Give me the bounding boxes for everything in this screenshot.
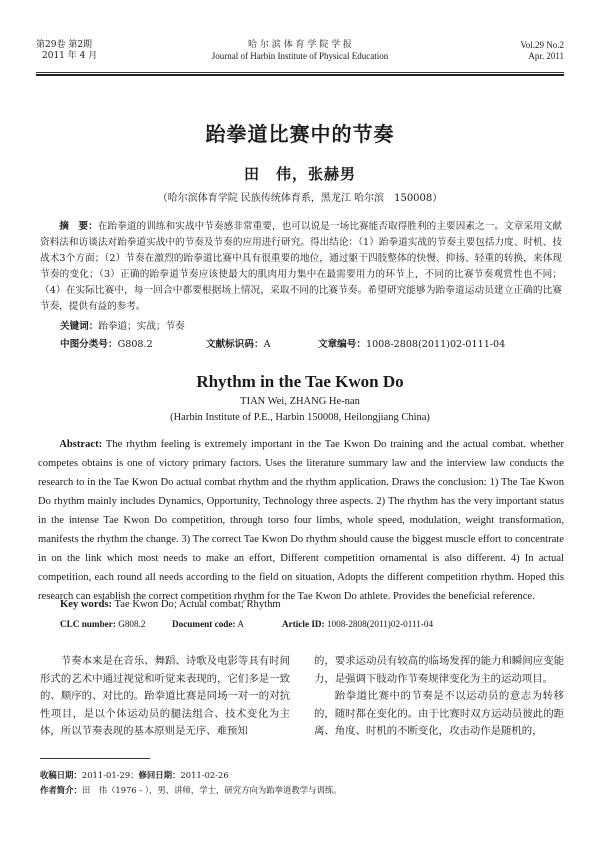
- keywords-label-en: Key words:: [60, 599, 113, 610]
- header-volume-issue-cn: 第29卷 第2期: [36, 40, 93, 50]
- clc-label-en: CLC number:: [60, 619, 116, 629]
- received-date: 2011-01-29；: [81, 770, 139, 780]
- header-volume-en: [520, 40, 564, 62]
- running-header: [36, 40, 564, 72]
- clc-en: [60, 619, 146, 629]
- body-paragraph: 的，要求运动员有较高的临场发挥的能力和瞬间应变能力，是强调下肢动作节奏规律变化为主的运动项目。: [314, 655, 564, 685]
- revised-label: 修回日期：: [138, 770, 181, 780]
- authors-cn: 田 伟，张赫男: [243, 165, 356, 183]
- abstract-text-en: The rhythm feeling is extremely important in the Tae Kwon Do training and the actual combat. whether competes obtains is one of victory primary factors. Uses the literature summary law and the interview law conducts the research to in the Tae Kwon Do actual combat rhythm and the rhythm application. Draws the conclusion: 1) The Tae Kwon Do rhythm mainly includes Dynamics, Opportunity, Technology three aspects. 2) The rhythm has the very important status in the intense Tae Kwon Do competition, through torso four limbs, whole speed, modulation, weight transformation, manifests the rhythm the change. 3) The correct Tae Kwon Do rhythm should cause the biggest muscle effort to concentrate in on the link which most needs to make an effort, Different competition ornamental is also different. 4) In actual competition, each round all needs according to the field on situation, Adopts the different competition rhythm. Hoped this research can establish the correct competition rhythm for the Tae Kwon Do athlete. Provides the beneficial reference.: [38, 439, 564, 602]
- header-date-en: Apr. 2011: [528, 51, 564, 61]
- clc-cn: [60, 336, 153, 350]
- footnote-rule: [40, 758, 150, 759]
- doc-code-cn: [206, 336, 271, 350]
- clc-value-cn: G808.2: [117, 339, 153, 350]
- article-id-label-en: Article ID:: [282, 619, 325, 629]
- body-column-left: 节奏本来是在音乐、舞蹈、诗歌及电影等具有时间形式的艺术中通过视觉和听觉来表现的，它们多是一致的、顺序的、对比的。跆拳道比赛是同场一对一的对抗性项目，是以个体运动员的腿法组合、技术变化为主体，所以节奏表现的基本原则是无序、难预知: [40, 655, 290, 738]
- abstract-label-en: Abstract:: [59, 439, 103, 450]
- header-volume-issue-en: Vol.29 No.2: [520, 40, 564, 50]
- paper-title-cn: 跆拳道比赛中的节奏: [205, 122, 395, 146]
- keywords-text-en: Tae Kwon Do; Actual combat; Rhythm: [112, 599, 281, 610]
- received-label: 收稿日期：: [40, 770, 82, 780]
- header-rule-thin: [36, 72, 564, 73]
- clc-value-en: G808.2: [115, 619, 146, 629]
- paper-title-en: Rhythm in the Tae Kwon Do: [196, 372, 404, 391]
- abstract-cn: [40, 219, 562, 315]
- abstract-text-cn: 在跆拳道的训练和实战中节奏感非常重要，也可以说是一场比赛能否取得胜利的主要因素之一。文章采用文献资料法和访谈法对跆拳道实战中的节奏及节奏的应用进行研究。得出结论：（1）跆拳道实战的节奏主要包括力度、时机、技战术3个方面；（2）节奏在激烈的跆拳道比赛中具有很重要的地位，通过躯干四肢整体的快慢、抑扬、轻重的转换，来体现节奏的变化；（3）正确的跆拳道节奏应该使最大的肌肉用力集中在最需要用力的环节上，不同的比赛节奏观赏性也不同；（4）在实际比赛中，每一回合中都要根据场上情况，采取不同的比赛节奏。希望研究能够为跆拳道运动员建立正确的比赛节奏，提供有益的参考。: [40, 221, 563, 312]
- keywords-label-cn: 关键词：: [60, 321, 99, 332]
- article-id-value-cn: 1008-2808(2011)02-0111-04: [365, 339, 506, 350]
- affiliation-en: (Harbin Institute of P.E., Harbin 150008, Heilongjiang China): [170, 412, 430, 423]
- article-id-value-en: 1008-2808(2011)02-0111-04: [324, 619, 434, 629]
- author-bio-label: 作者简介：: [40, 785, 82, 795]
- keywords-text-cn: 跆拳道；实战；节奏: [98, 321, 185, 332]
- doc-code-en: [172, 619, 244, 629]
- footnote-author-bio: [40, 784, 342, 796]
- header-date-cn: 2011 年 4 月: [42, 51, 98, 61]
- author-bio-text: 田 伟（1976 - ），男，讲师，学士，研究方向为跆拳道教学与训练。: [81, 785, 342, 795]
- keywords-en: [60, 599, 281, 610]
- abstract-label-cn: 摘 要：: [59, 221, 98, 232]
- journal-name-cn: 哈 尔 滨 体 育 学 院 学 报: [248, 40, 352, 50]
- doc-code-label-cn: 文献标识码：: [206, 339, 264, 350]
- doc-code-value-en: A: [235, 619, 244, 629]
- clc-label-cn: 中图分类号：: [60, 339, 118, 350]
- journal-name-en: Journal of Harbin Institute of Physical Education: [211, 51, 389, 61]
- header-journal: [36, 40, 564, 62]
- affiliation-cn: （哈尔滨体育学院 民族传统体育系，黑龙江 哈尔滨 150008）: [157, 193, 443, 204]
- footnote-dates: [40, 769, 229, 781]
- article-id-label-cn: 文章编号：: [318, 339, 366, 350]
- abstract-en: [38, 435, 564, 606]
- authors-en: TIAN Wei, ZHANG He-nan: [240, 396, 360, 407]
- revised-date: 2011-02-26: [180, 770, 229, 780]
- doc-code-label-en: Document code:: [172, 619, 236, 629]
- article-id-en: [282, 619, 433, 629]
- body-paragraph: 跆拳道比赛中的节奏是不以运动员的意志为转移的，随时都在变化的。由于比赛时双方运动员彼此的距离、角度、时机的不断变化，攻击动作是随机的，: [314, 690, 564, 738]
- article-id-cn: [318, 336, 505, 350]
- keywords-cn: [60, 318, 185, 332]
- body-column-right: [314, 653, 564, 741]
- header-rule-thick: [36, 74, 564, 76]
- doc-code-value-cn: A: [263, 339, 271, 350]
